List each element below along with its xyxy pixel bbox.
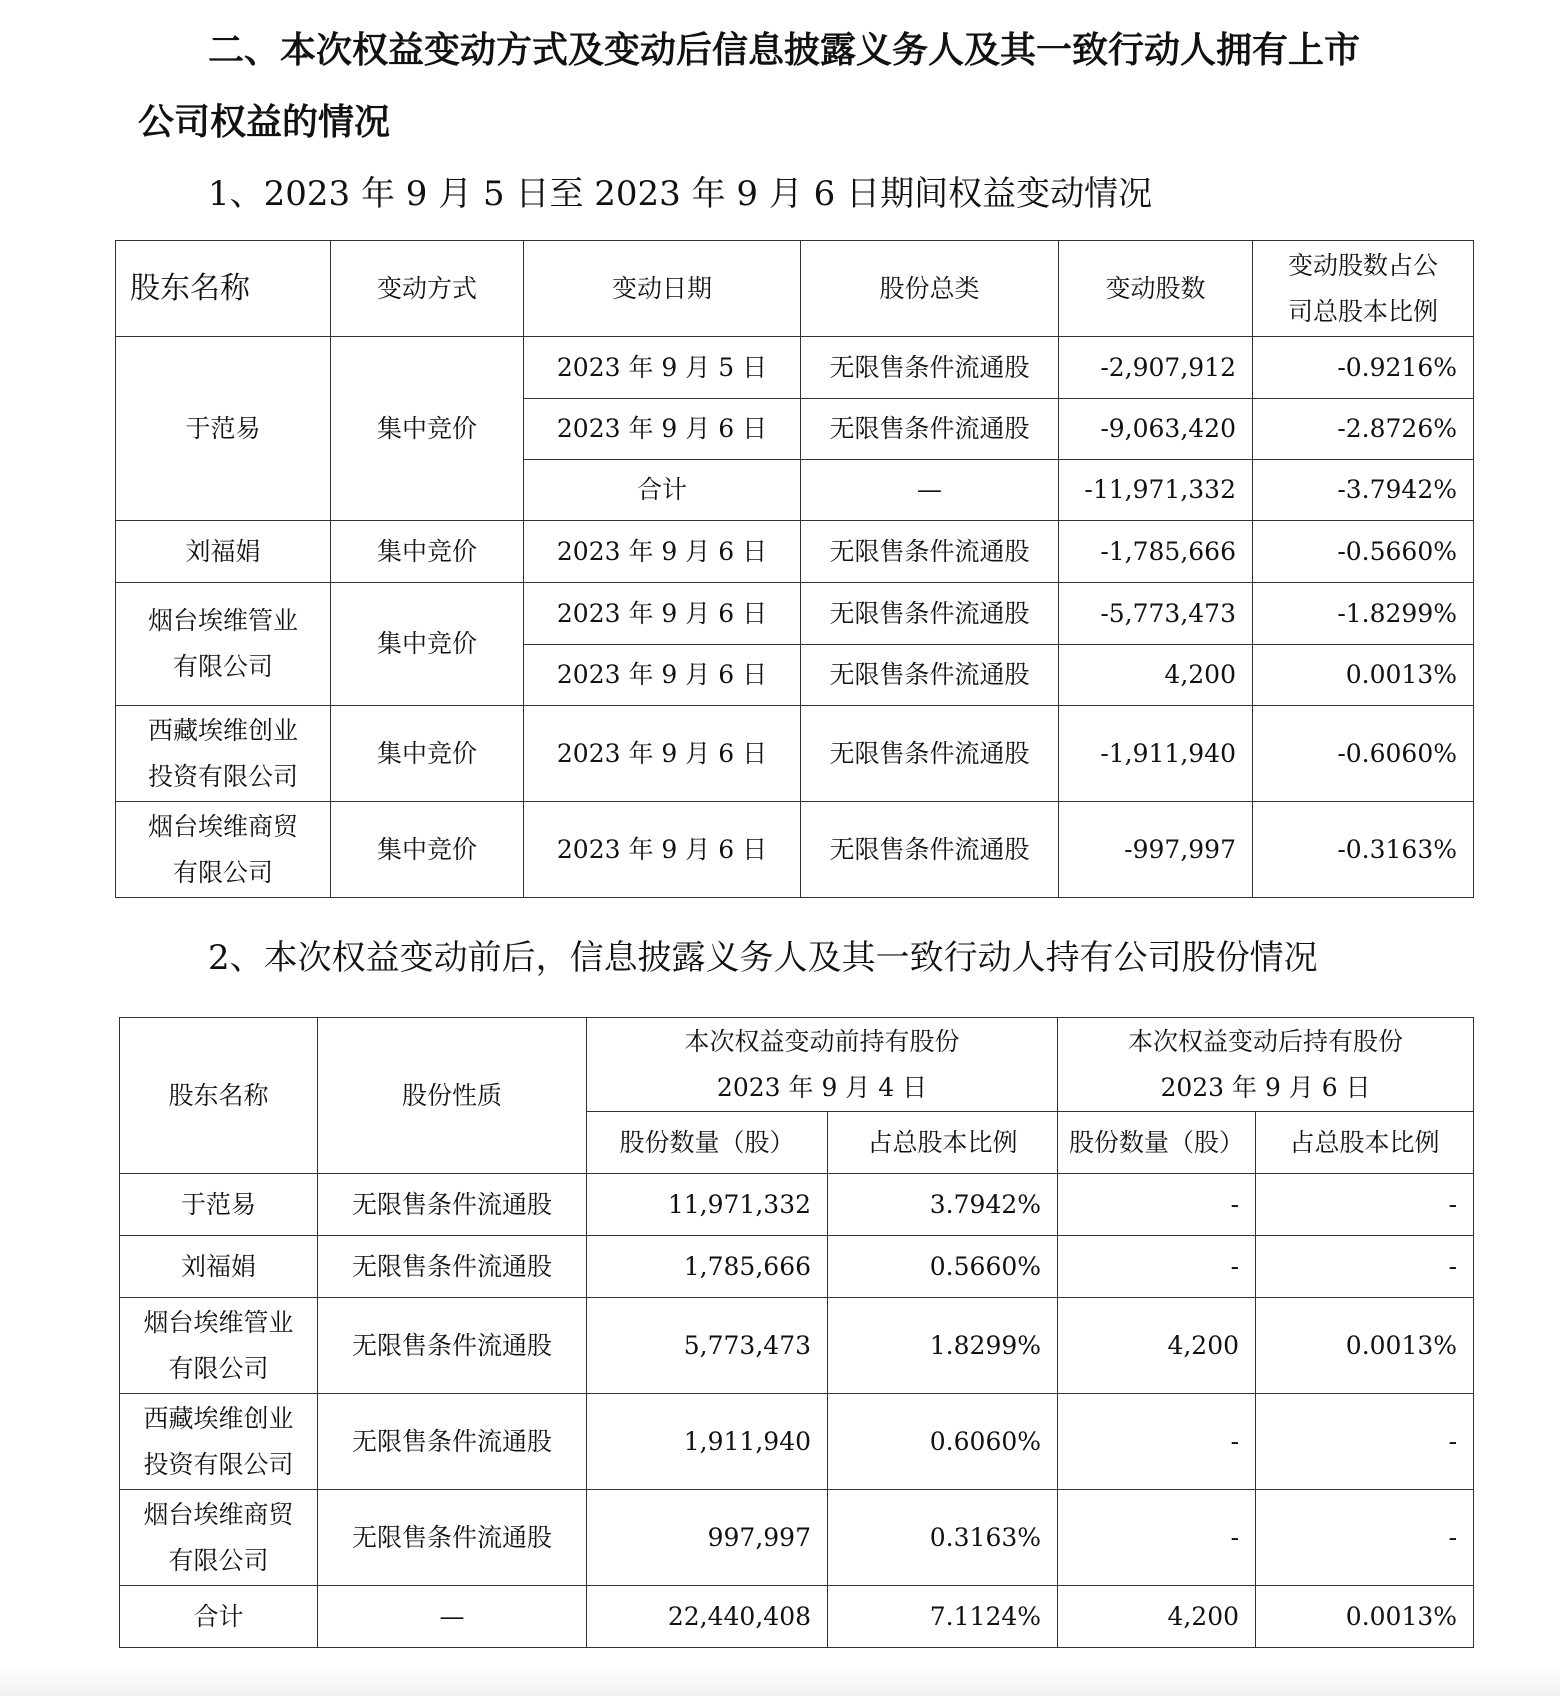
- share-nature: —: [318, 1586, 587, 1648]
- shareholder-name: [116, 802, 331, 898]
- ratio-before: 0.3163%: [828, 1490, 1058, 1586]
- table-row: [116, 337, 1474, 399]
- change-date: 2023 年 9 月 6 日: [524, 583, 801, 645]
- header-before-change: [587, 1018, 1058, 1112]
- shareholder-name-line2: 有限公司: [172, 857, 273, 887]
- shareholder-name-line1: 西藏埃维创业: [147, 715, 298, 745]
- qty-after: -: [1058, 1490, 1256, 1586]
- table-row: [120, 1394, 1474, 1490]
- share-type: 无限售条件流通股: [801, 645, 1059, 706]
- shareholder-name-line1: 烟台埃维管业: [143, 1307, 294, 1337]
- change-ratio: -1.8299%: [1253, 583, 1474, 645]
- header-after-change-title: 本次权益变动后持有股份: [1128, 1026, 1404, 1056]
- header-change-ratio-line1: 变动股数占公: [1287, 250, 1438, 280]
- change-method: 集中竞价: [331, 802, 524, 898]
- share-type: 无限售条件流通股: [801, 521, 1059, 583]
- table-row: [120, 1490, 1474, 1586]
- table-row: [120, 1174, 1474, 1236]
- header-before-change-date: 2023 年 9 月 4 日: [716, 1072, 928, 1102]
- table-header-row: [120, 1018, 1474, 1112]
- shareholder-name: 刘福娟: [116, 521, 331, 583]
- share-type: 无限售条件流通股: [801, 399, 1059, 460]
- change-method: 集中竞价: [331, 521, 524, 583]
- shareholder-name: [120, 1490, 318, 1586]
- ratio-after: -: [1256, 1394, 1474, 1490]
- qty-before: 11,971,332: [587, 1174, 828, 1236]
- shareholder-name: 刘福娟: [120, 1236, 318, 1298]
- header-after-change-date: 2023 年 9 月 6 日: [1160, 1072, 1371, 1102]
- change-ratio: 0.0013%: [1253, 645, 1474, 706]
- ratio-after: 0.0013%: [1256, 1586, 1474, 1648]
- shareholder-name-line2: 投资有限公司: [147, 761, 298, 791]
- change-date: 2023 年 9 月 6 日: [524, 706, 801, 802]
- qty-after: -: [1058, 1174, 1256, 1236]
- table2-title: 2、本次权益变动前后，信息披露义务人及其一致行动人持有公司股份情况: [208, 938, 1318, 978]
- change-method: 集中竞价: [331, 706, 524, 802]
- ratio-before: 3.7942%: [828, 1174, 1058, 1236]
- change-shares: -997,997: [1059, 802, 1253, 898]
- shareholder-name-line2: 有限公司: [168, 1353, 269, 1383]
- qty-after: -: [1058, 1394, 1256, 1490]
- header-ratio-after: 占总股本比例: [1256, 1112, 1474, 1174]
- share-nature: 无限售条件流通股: [318, 1394, 587, 1490]
- table-row: [116, 706, 1474, 802]
- header-qty-before: 股份数量（股）: [587, 1112, 828, 1174]
- header-share-nature: 股份性质: [318, 1018, 587, 1174]
- header-shareholder-name: 股东名称: [116, 241, 331, 337]
- header-change-method: 变动方式: [331, 241, 524, 337]
- shareholder-name-line2: 有限公司: [172, 652, 273, 681]
- section-heading-line1: 二、本次权益变动方式及变动后信息披露义务人及其一致行动人拥有上市: [208, 29, 1361, 71]
- equity-change-table: [115, 240, 1474, 898]
- ratio-before: 0.6060%: [828, 1394, 1058, 1490]
- qty-after: -: [1058, 1236, 1256, 1298]
- ratio-after: -: [1256, 1490, 1474, 1586]
- ratio-after: 0.0013%: [1256, 1298, 1474, 1394]
- header-after-change: [1058, 1018, 1474, 1112]
- change-ratio: -2.8726%: [1253, 399, 1474, 460]
- share-type: 无限售条件流通股: [801, 802, 1059, 898]
- shareholder-name: 于范易: [120, 1174, 318, 1236]
- header-before-change-title: 本次权益变动前持有股份: [684, 1026, 960, 1056]
- total-label: 合计: [120, 1586, 318, 1648]
- change-date: 2023 年 9 月 6 日: [524, 399, 801, 460]
- qty-before: 22,440,408: [587, 1586, 828, 1648]
- table-header-row: [116, 241, 1474, 337]
- change-date: 2023 年 9 月 6 日: [524, 521, 801, 583]
- qty-before: 1,911,940: [587, 1394, 828, 1490]
- shareholder-name-line2: 投资有限公司: [143, 1449, 294, 1479]
- change-shares: -2,907,912: [1059, 337, 1253, 399]
- share-type: 无限售条件流通股: [801, 706, 1059, 802]
- header-qty-after: 股份数量（股）: [1058, 1112, 1256, 1174]
- ratio-after: -: [1256, 1236, 1474, 1298]
- qty-before: 1,785,666: [587, 1236, 828, 1298]
- change-date: 2023 年 9 月 6 日: [524, 802, 801, 898]
- change-shares: 4,200: [1059, 645, 1253, 706]
- change-method: 集中竞价: [331, 337, 524, 521]
- shareholder-name-line1: 西藏埃维创业: [143, 1403, 294, 1433]
- qty-after: 4,200: [1058, 1298, 1256, 1394]
- ratio-before: 7.1124%: [828, 1586, 1058, 1648]
- header-change-ratio-line2: 司总股本比例: [1287, 296, 1438, 326]
- qty-after: 4,200: [1058, 1586, 1256, 1648]
- change-ratio: -0.3163%: [1253, 802, 1474, 898]
- change-method: 集中竞价: [331, 583, 524, 706]
- header-change-date: 变动日期: [524, 241, 801, 337]
- share-nature: 无限售条件流通股: [318, 1174, 587, 1236]
- change-ratio: -0.9216%: [1253, 337, 1474, 399]
- change-shares: -5,773,473: [1059, 583, 1253, 645]
- table-row: [120, 1236, 1474, 1298]
- section-heading-line2: 公司权益的情况: [138, 101, 391, 143]
- qty-before: 5,773,473: [587, 1298, 828, 1394]
- table-row: [120, 1298, 1474, 1394]
- header-change-ratio: [1253, 241, 1474, 337]
- share-type: —: [801, 460, 1059, 521]
- shareholder-name: 于范易: [116, 337, 331, 521]
- share-type: 无限售条件流通股: [801, 337, 1059, 399]
- subtotal-label: 合计: [524, 460, 801, 521]
- header-ratio-before: 占总股本比例: [828, 1112, 1058, 1174]
- table-total-row: [120, 1586, 1474, 1648]
- change-shares: -11,971,332: [1059, 460, 1253, 521]
- header-change-shares: 变动股数: [1059, 241, 1253, 337]
- change-shares: -9,063,420: [1059, 399, 1253, 460]
- table1-title: 1、2023 年 9 月 5 日至 2023 年 9 月 6 日期间权益变动情况: [208, 174, 1153, 214]
- change-shares: -1,785,666: [1059, 521, 1253, 583]
- shareholder-name: [120, 1298, 318, 1394]
- holdings-table: [119, 1017, 1474, 1648]
- header-shareholder-name: 股东名称: [120, 1018, 318, 1174]
- shareholder-name-line1: 烟台埃维商贸: [147, 811, 298, 841]
- shareholder-name-line1: 烟台埃维商贸: [143, 1499, 294, 1529]
- change-ratio: -0.6060%: [1253, 706, 1474, 802]
- change-ratio: -3.7942%: [1253, 460, 1474, 521]
- change-date: 2023 年 9 月 5 日: [524, 337, 801, 399]
- shareholder-name-line2: 有限公司: [168, 1545, 269, 1575]
- shareholder-name: [116, 583, 331, 706]
- ratio-after: -: [1256, 1174, 1474, 1236]
- header-share-type: 股份总类: [801, 241, 1059, 337]
- table-row: [116, 802, 1474, 898]
- qty-before: 997,997: [587, 1490, 828, 1586]
- table-row: [116, 521, 1474, 583]
- share-nature: 无限售条件流通股: [318, 1298, 587, 1394]
- ratio-before: 1.8299%: [828, 1298, 1058, 1394]
- change-ratio: -0.5660%: [1253, 521, 1474, 583]
- shareholder-name-line1: 烟台埃维管业: [147, 606, 298, 635]
- change-date: 2023 年 9 月 6 日: [524, 645, 801, 706]
- share-nature: 无限售条件流通股: [318, 1490, 587, 1586]
- change-shares: -1,911,940: [1059, 706, 1253, 802]
- shareholder-name: [116, 706, 331, 802]
- page-bottom-edge: [0, 1664, 1560, 1696]
- shareholder-name: [120, 1394, 318, 1490]
- share-nature: 无限售条件流通股: [318, 1236, 587, 1298]
- ratio-before: 0.5660%: [828, 1236, 1058, 1298]
- share-type: 无限售条件流通股: [801, 583, 1059, 645]
- table-row: [116, 583, 1474, 645]
